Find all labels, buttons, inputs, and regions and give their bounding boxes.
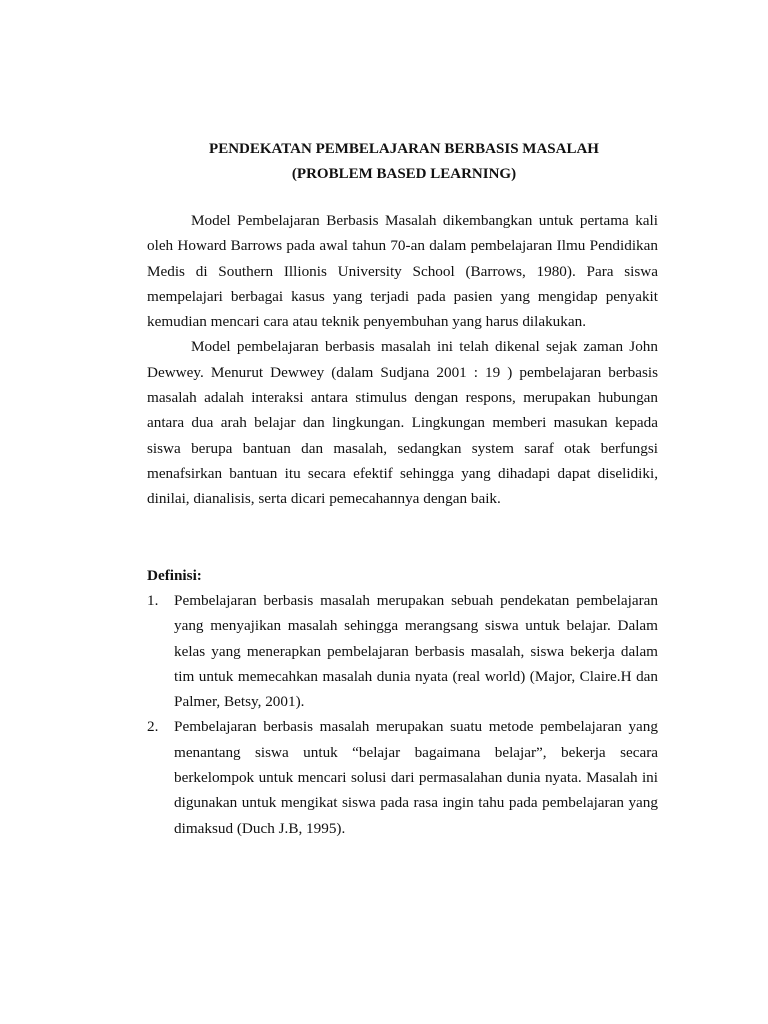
paragraph-2: Model pembelajaran berbasis masalah ini telah dikenal sejak zaman John Dewwey. Menurut Dewwey (dalam Sudjana 2001 : 19 ) pembelajaran berbasis masalah adalah interaksi antara stimulus dengan respons, merupakan hubungan antara dua arah belajar dan lingkungan. Lingkungan memberi masukan kepada siswa berupa bantuan dan masalah, sedangkan system saraf otak berfungsi menafsirkan bantuan itu secara efektif sehingga yang dihadapi dapat diselidiki, dinilai, dianalisis, serta dicari pemecahannya dengan baik. (147, 338, 658, 508)
definisi-heading: Definisi: (147, 567, 202, 584)
list-item-number: 1. (147, 592, 159, 609)
list-item-text: Pembelajaran berbasis masalah merupakan sebuah pendekatan pembelajaran yang menyajikan masalah sehingga merangsang siswa untuk belajar. Dalam kelas yang menerapkan pembelajaran berbasis masalah, siswa bekerja dalam tim untuk memecahkan masalah dunia nyata (real world) (Major, Claire.H dan Palmer, Betsy, 2001). (174, 592, 658, 711)
list-item (147, 714, 658, 840)
title-line-2: (PROBLEM BASED LEARNING) (291, 166, 517, 182)
intro-body (147, 208, 658, 512)
title-line-1: PENDEKATAN PEMBELAJARAN BERBASIS MASALAH (209, 141, 599, 157)
list-item-number: 2. (147, 718, 159, 736)
document-title (0, 137, 768, 187)
list-item (147, 588, 658, 714)
list-item-text: Pembelajaran berbasis masalah merupakan suatu metode pembelajaran yang menantang siswa untuk “belajar bagaimana belajar”, bekerja secara berkelompok untuk mencari solusi dari permasalahan dunia nyata. Masalah ini digunakan untuk mengikat siswa pada rasa ingin tahu pada pembelajaran yang dimaksud (Duch J.B, 1995). (174, 718, 658, 837)
paragraph-1: Model Pembelajaran Berbasis Masalah dikembangkan untuk pertama kali oleh Howard Barrows pada awal tahun 70-an dalam pembelajaran Ilmu Pendidikan Medis di Southern Illionis University School (Barrows, 1980). Para siswa mempelajari berbagai kasus yang terjadi pada pasien yang mengidap penyakit kemudian mencari cara atau teknik penyembuhan yang harus dilakukan. (147, 212, 658, 331)
definisi-list (147, 588, 658, 841)
